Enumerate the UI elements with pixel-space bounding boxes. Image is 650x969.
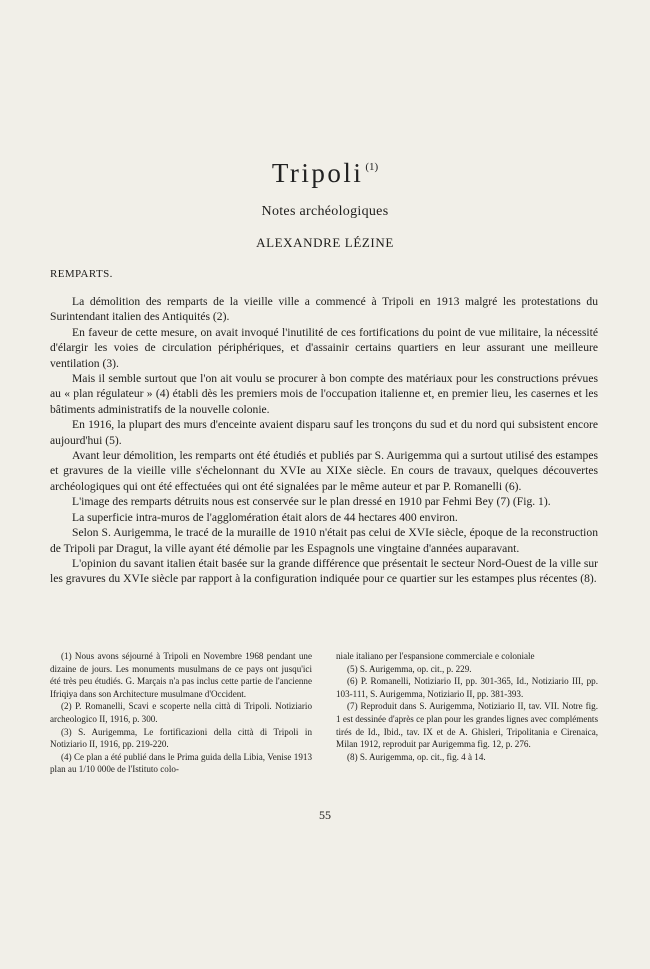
- paragraph: Avant leur démolition, les remparts ont été étudiés et publiés par S. Aurigemma qui a surtout utilisé des estampes et gravures de la vieille ville s'échelonnant du XVIe au XIXe siècle. En cours de travaux, quelques découvertes archéologiques qui ont été effectuées qui ont été signalées par le même auteur et par P. Romanelli (6).: [50, 449, 598, 493]
- footnotes: [50, 650, 598, 776]
- footnote: (4) Ce plan a été publié dans le Prima guida della Libia, Venise 1913 plan au 1/10 000e de l'Istituto colo-: [50, 751, 312, 775]
- author-name: ALEXANDRE LÉZINE: [256, 235, 394, 250]
- footnote: (8) S. Aurigemma, op. cit., fig. 4 à 14.: [347, 751, 486, 762]
- footnote: (6) P. Romanelli, Notiziario II, pp. 301-365, Id., Notiziario III, pp. 103-111, S. Aurigemma, Notiziario II, pp. 381-393.: [336, 676, 598, 699]
- body-text: [50, 294, 598, 587]
- section-heading: REMPARTS.: [50, 268, 113, 280]
- footnote: (2) P. Romanelli, Scavi e scoperte nella città di Tripoli. Notiziario archeologico II, 1916, p. 300.: [50, 701, 312, 724]
- footnotes-left-column: [50, 650, 312, 776]
- footnote: (7) Reproduit dans S. Aurigemma, Notiziario II, tav. VII. Notre fig. 1 est dessinée d'après ce plan pour les grandes lignes avec compléments tirés de Id., Ibid., tav. IX et de A. Ghisleri, Tripolitania e Cirenaica, Milan 1912, reproduit par Aurigemma fig. 12, p. 276.: [336, 701, 598, 750]
- footnotes-right-column: [336, 650, 598, 776]
- footnote: (5) S. Aurigemma, op. cit., p. 229.: [347, 663, 472, 674]
- paragraph: L'opinion du savant italien était basée sur la grande différence que présentait le secteur Nord-Ouest de la ville sur les gravures du XVIe siècle par rapport à la configuration indiquée pour ce quartier sur les estampes plus récentes (8).: [50, 556, 598, 586]
- paragraph: Mais il semble surtout que l'on ait voulu se procurer à bon compte des matériaux pour les constructions prévues au « plan régulateur » (4) établi dès les premiers mois de l'occupation italienne et, en premier lieu, les casernes et les bâtiments administratifs de la nouvelle colonie.: [50, 372, 598, 416]
- footnote: (1) Nous avons séjourné à Tripoli en Novembre 1968 pendant une dizaine de jours. Les monuments musulmans de ce pays ont jusqu'ici été très peu étudiés. G. Marçais n'a pas inclus cette partie de l'ancienne Ifriqiya dans son Architecture musulmane d'Occident.: [50, 651, 312, 699]
- title-footnote-marker: (1): [365, 161, 379, 173]
- paragraph: Selon S. Aurigemma, le tracé de la muraille de 1910 n'était pas celui de XVIe siècle, époque de la reconstruction de Tripoli par Dragut, la ville ayant été démolie par les Espagnols une vingtaine d'années auparavant.: [50, 526, 598, 555]
- footnote-continuation: niale italiano per l'espansione commerciale e coloniale: [336, 651, 535, 661]
- footnote: (3) S. Aurigemma, Le fortificazioni della città di Tripoli in Notiziario II, 1916, pp. 219-220.: [50, 726, 312, 750]
- paragraph: En faveur de cette mesure, on avait invoqué l'inutilité de ces fortifications du point de vue militaire, la nécessité d'élargir les voies de circulation périphériques, et d'assainir certains quartiers en leur assurant une meilleure ventilation (3).: [50, 325, 598, 370]
- article-subtitle: Notes archéologiques: [261, 204, 389, 219]
- paragraph: En 1916, la plupart des murs d'enceinte avaient disparu sauf les tronçons du sud et du nord qui subsistent encore aujourd'hui (5).: [50, 418, 598, 447]
- page-number: 55: [319, 808, 331, 822]
- paragraph: L'image des remparts détruits nous est conservée sur le plan dressé en 1910 par Fehmi Bey (7) (Fig. 1).: [72, 495, 551, 509]
- title-text: Tripoli: [271, 158, 364, 188]
- paragraph: La démolition des remparts de la vieille ville a commencé à Tripoli en 1913 malgré les protestations du Surintendant italien des Antiquités (2).: [50, 295, 598, 324]
- article-title: [0, 158, 650, 189]
- paragraph: La superficie intra-muros de l'agglomération était alors de 44 hectares 400 environ.: [72, 510, 458, 524]
